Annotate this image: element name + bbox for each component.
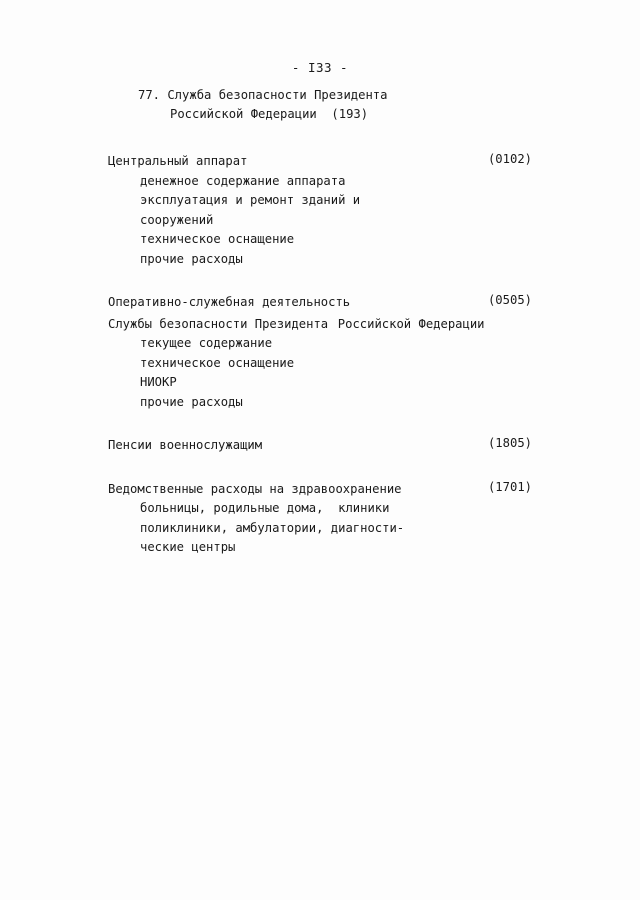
list-item: техническое оснащение — [140, 355, 295, 370]
section-title: Центральный аппарат — [108, 154, 248, 168]
list-item: сооружений — [140, 212, 214, 227]
document-body — [108, 86, 532, 580]
heading-line-2: Российской Федерации (193) — [170, 107, 369, 121]
budget-section — [108, 478, 532, 558]
section-code: (0102) — [487, 152, 532, 166]
list-item: прочие расходы — [140, 251, 243, 266]
list-item: техническое оснащение — [140, 232, 295, 246]
section-title: Пенсии военнослужащим — [108, 438, 263, 452]
list-item: эксплуатация и ремонт зданий и — [140, 193, 361, 207]
section-title-row — [108, 291, 532, 313]
budget-section — [108, 434, 532, 456]
budget-section — [108, 291, 532, 412]
section-title-row — [108, 150, 532, 172]
section-code: (1701) — [487, 479, 532, 494]
section-code: (1805) — [487, 436, 532, 450]
heading-line-1: 77. Служба безопасности Президента — [138, 88, 388, 102]
section-title-line-3: Российской Федерации — [337, 316, 485, 331]
section-code: (0505) — [487, 293, 532, 307]
budget-section — [108, 150, 532, 269]
section-title-row — [108, 434, 532, 456]
list-item: прочие расходы — [140, 394, 243, 409]
list-item: ческие центры — [140, 540, 236, 554]
section-title-line-2: Службы безопасности Президента — [108, 316, 329, 331]
section-heading — [108, 86, 532, 124]
list-item: НИОКР — [140, 375, 177, 389]
section-title: Оперативно-служебная деятельность — [108, 295, 351, 309]
list-item: больницы, родильные дома, клиники — [140, 501, 390, 515]
section-title: Ведомственные расходы на здравоохранение — [108, 481, 402, 496]
list-item: текущее содержание — [140, 336, 273, 350]
section-title-row — [108, 478, 532, 500]
list-item: поликлиники, амбулатории, диагности- — [140, 520, 405, 535]
list-item: денежное содержание аппарата — [140, 173, 346, 188]
page-number: - I33 - — [291, 60, 349, 75]
